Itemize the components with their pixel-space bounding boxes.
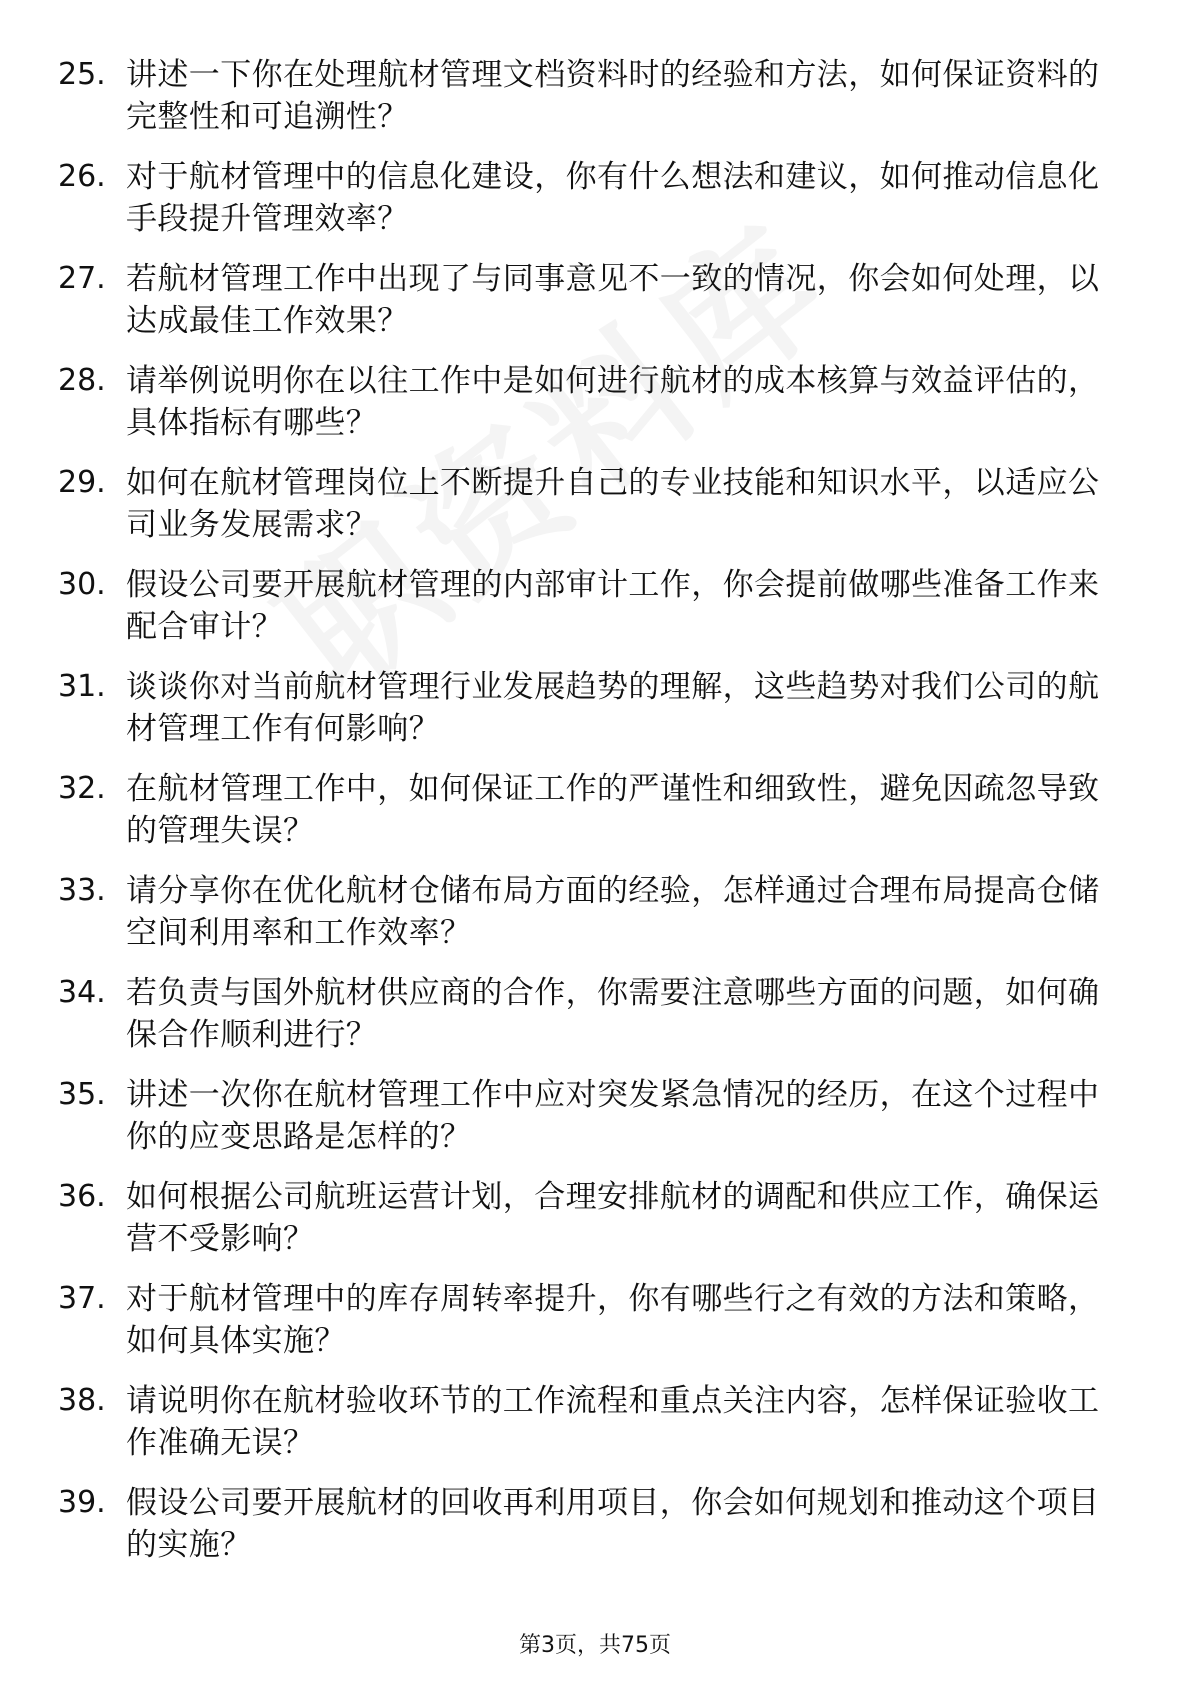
question-text: 在航材管理工作中，如何保证工作的严谨性和细致性，避免因疏忽导致的管理失误？	[126, 771, 1100, 849]
question-text: 请分享你在优化航材仓储布局方面的经验，怎样通过合理布局提高仓储空间利用率和工作效率？	[126, 873, 1100, 951]
question-item	[58, 156, 1128, 258]
question-text: 假设公司要开展航材的回收再利用项目，你会如何规划和推动这个项目的实施？	[126, 1485, 1100, 1563]
question-list	[58, 54, 1128, 1584]
question-text: 如何根据公司航班运营计划，合理安排航材的调配和供应工作，确保运营不受影响？	[126, 1179, 1100, 1257]
question-item	[58, 1380, 1128, 1482]
question-text: 讲述一下你在处理航材管理文档资料时的经验和方法，如何保证资料的完整性和可追溯性？	[126, 57, 1100, 135]
question-text: 若负责与国外航材供应商的合作，你需要注意哪些方面的问题，如何确保合作顺利进行？	[126, 975, 1100, 1053]
question-text: 若航材管理工作中出现了与同事意见不一致的情况，你会如何处理，以达成最佳工作效果？	[126, 261, 1100, 339]
question-text: 对于航材管理中的信息化建设，你有什么想法和建议，如何推动信息化手段提升管理效率？	[126, 159, 1100, 237]
question-text: 如何在航材管理岗位上不断提升自己的专业技能和知识水平，以适应公司业务发展需求？	[126, 465, 1100, 543]
question-text: 请举例说明你在以往工作中是如何进行航材的成本核算与效益评估的，具体指标有哪些？	[126, 363, 1100, 441]
question-number: 35.	[58, 1077, 106, 1112]
question-item	[58, 360, 1128, 462]
question-number: 25.	[58, 57, 106, 92]
question-item	[58, 564, 1128, 666]
question-number: 27.	[58, 261, 106, 296]
question-item	[58, 870, 1128, 972]
question-text: 假设公司要开展航材管理的内部审计工作，你会提前做哪些准备工作来配合审计？	[126, 567, 1100, 645]
question-number: 38.	[58, 1383, 106, 1418]
page-footer: 第3页，共75页	[519, 1633, 671, 1658]
question-item	[58, 1074, 1128, 1176]
question-number: 34.	[58, 975, 106, 1010]
question-number: 33.	[58, 873, 106, 908]
question-item	[58, 666, 1128, 768]
question-text: 讲述一次你在航材管理工作中应对突发紧急情况的经历，在这个过程中你的应变思路是怎样的？	[126, 1077, 1100, 1155]
question-number: 28.	[58, 363, 106, 398]
question-number: 31.	[58, 669, 106, 704]
question-item	[58, 258, 1128, 360]
question-number: 32.	[58, 771, 106, 806]
question-text: 请说明你在航材验收环节的工作流程和重点关注内容，怎样保证验收工作准确无误？	[126, 1383, 1100, 1461]
question-number: 29.	[58, 465, 106, 500]
question-number: 30.	[58, 567, 106, 602]
question-number: 39.	[58, 1485, 106, 1520]
question-item	[58, 768, 1128, 870]
question-number: 36.	[58, 1179, 106, 1214]
question-item	[58, 1176, 1128, 1278]
question-item	[58, 1482, 1128, 1584]
question-item	[58, 972, 1128, 1074]
question-item	[58, 1278, 1128, 1380]
question-number: 26.	[58, 159, 106, 194]
question-item	[58, 462, 1128, 564]
question-number: 37.	[58, 1281, 106, 1316]
question-item	[58, 54, 1128, 156]
question-text: 对于航材管理中的库存周转率提升，你有哪些行之有效的方法和策略，如何具体实施？	[126, 1281, 1100, 1359]
question-text: 谈谈你对当前航材管理行业发展趋势的理解，这些趋势对我们公司的航材管理工作有何影响？	[126, 669, 1100, 747]
